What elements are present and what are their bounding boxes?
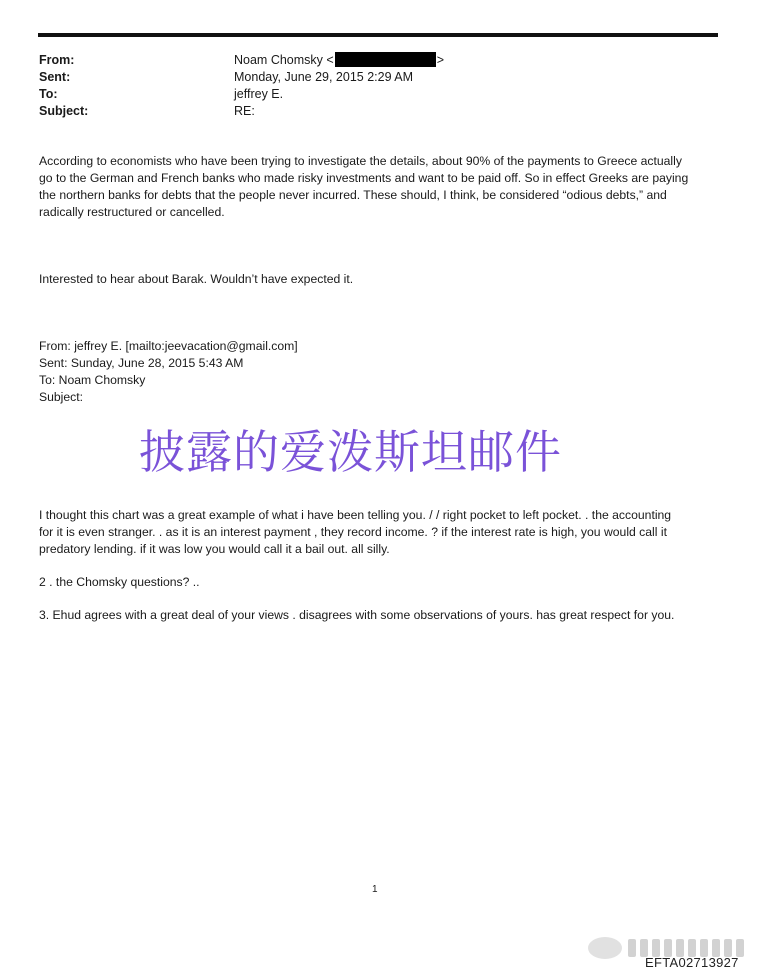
- sent-value: Monday, June 29, 2015 2:29 AM: [234, 70, 414, 84]
- from-close-bracket: >: [436, 53, 445, 67]
- from-value: [234, 52, 444, 68]
- subject-value: RE:: [234, 104, 255, 118]
- from-name: Noam Chomsky: [234, 53, 323, 67]
- quoted-subject: Subject:: [39, 390, 84, 404]
- body-line: go to the German and French banks who made risky investments and want to be paid off. So in effect Greeks are paying: [39, 171, 689, 185]
- overlay-caption: 披露的爱泼斯坦邮件: [139, 425, 562, 479]
- body-paragraph-2: [39, 271, 719, 288]
- watermark-bubble-icon: [588, 937, 622, 959]
- bates-number: EFTA02713927: [645, 955, 739, 970]
- quoted-line: I thought this chart was a great example of what i have been telling you. / / right pocket to left pocket. . the accounting: [39, 508, 672, 522]
- quoted-paragraph-1: [39, 507, 719, 558]
- page-number: 1: [372, 884, 378, 895]
- quoted-line: 2 . the Chomsky questions? ..: [39, 575, 200, 589]
- quoted-to: To: Noam Chomsky: [39, 373, 146, 387]
- subject-label: Subject:: [39, 104, 89, 118]
- body-line: radically restructured or cancelled.: [39, 205, 225, 219]
- quoted-from: From: jeffrey E. [mailto:jeevacation@gmail.com]: [39, 339, 298, 353]
- body-paragraph-1: [39, 153, 719, 221]
- from-open-bracket: <: [326, 53, 334, 67]
- from-label: From:: [39, 53, 75, 67]
- quoted-paragraph-2: [39, 574, 719, 591]
- body-line: Interested to hear about Barak. Wouldn’t have expected it.: [39, 272, 354, 286]
- quoted-line: 3. Ehud agrees with a great deal of your views . disagrees with some observations of yours. has great respect for you.: [39, 608, 675, 622]
- quoted-paragraph-3: [39, 607, 719, 624]
- quoted-header: [39, 338, 298, 406]
- redaction-box: [335, 52, 436, 67]
- body-line: the northern banks for debts that the people never incurred. These should, I think, be considered “odious debts,” and: [39, 188, 667, 202]
- to-label: To:: [39, 87, 58, 101]
- quoted-sent: Sent: Sunday, June 28, 2015 5:43 AM: [39, 356, 244, 370]
- to-value: jeffrey E.: [234, 87, 284, 101]
- quoted-line: for it is even stranger. . as it is an interest payment , they record income. ? if the interest rate is high, you would call it: [39, 525, 667, 539]
- sent-label: Sent:: [39, 70, 71, 84]
- header-rule: [38, 33, 718, 37]
- body-line: According to economists who have been trying to investigate the details, about 90% of the payments to Greece actually: [39, 154, 682, 168]
- quoted-line: predatory lending. if it was low you would call it a bail out. all silly.: [39, 542, 390, 556]
